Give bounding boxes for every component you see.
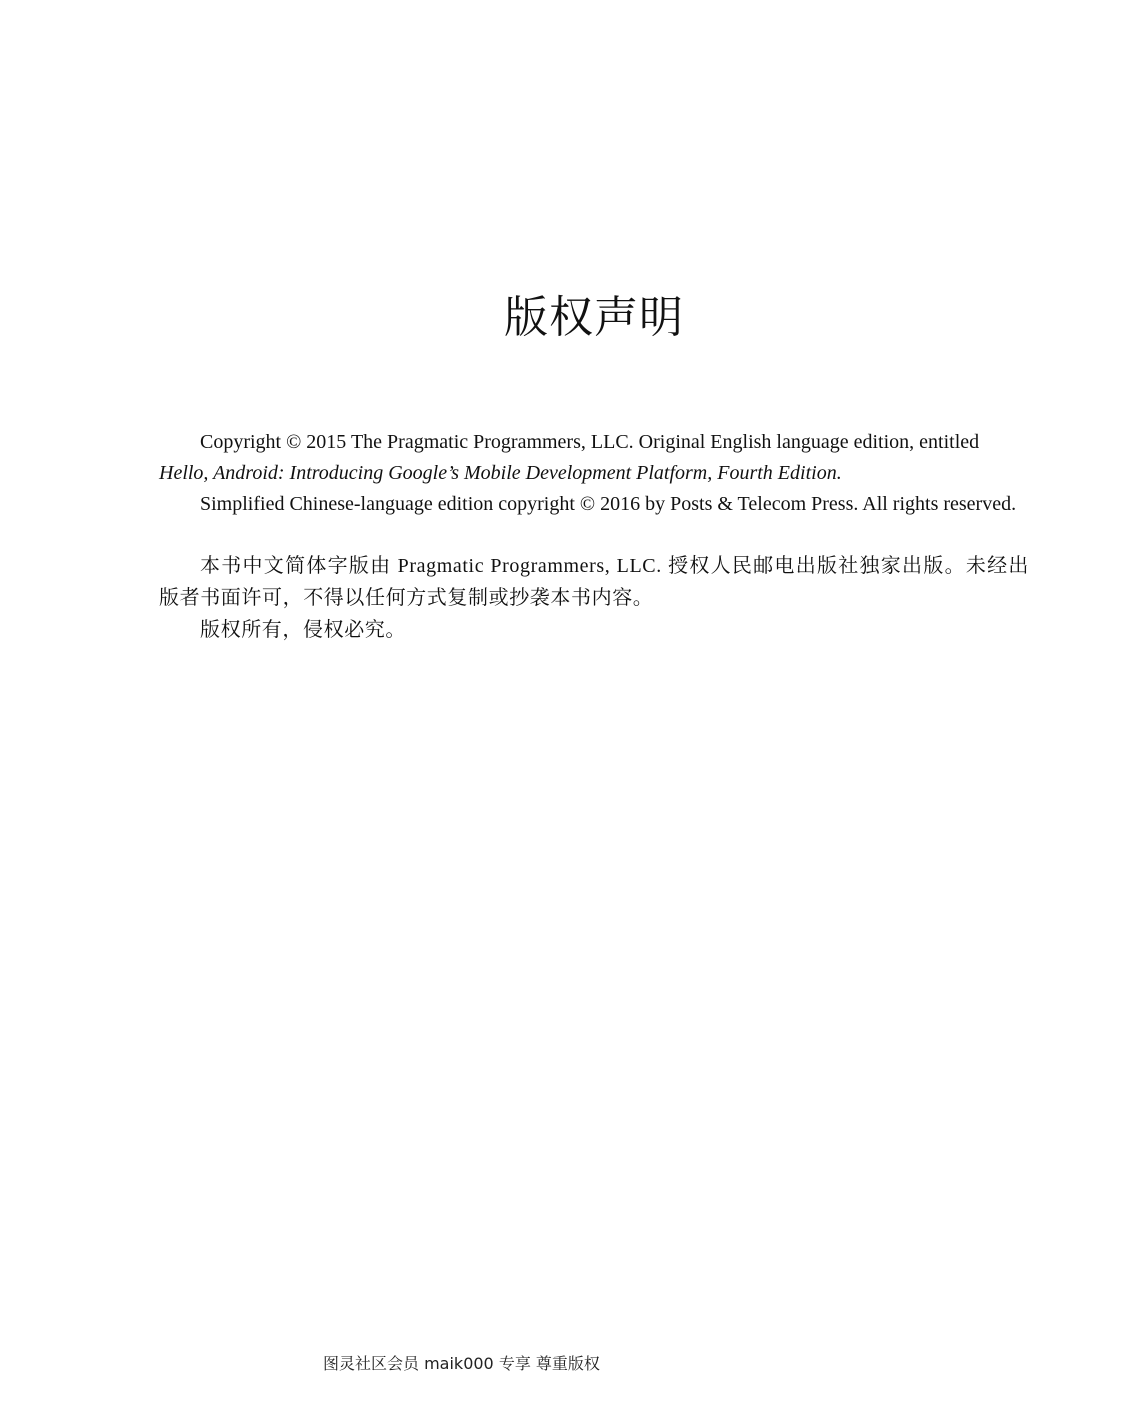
copyright-original-edition: Copyright © 2015 The Pragmatic Programmers, LLC. Original English language edition, entitled — [200, 431, 980, 453]
chinese-notice-block — [159, 550, 1029, 646]
book-title-line: Hello, Android: Introducing Google’s Mobile Development Platform, Fourth Edition. — [159, 462, 842, 484]
copyright-chinese-edition: Simplified Chinese-language edition copyright © 2016 by Posts & Telecom Press. All rights reserved. — [200, 493, 1017, 515]
footer-watermark: 图灵社区会员 maik000 专享 尊重版权 — [323, 1354, 600, 1373]
page-title: 版权声明 — [504, 292, 684, 343]
english-copyright-block — [159, 427, 1029, 520]
chinese-license-notice: 本书中文简体字版由 Pragmatic Programmers, LLC. 授权人民邮电出版社独家出版。未经出版者书面许可，不得以任何方式复制或抄袭本书内容。 — [159, 555, 1029, 609]
all-rights-reserved-notice: 版权所有，侵权必究。 — [200, 619, 406, 641]
